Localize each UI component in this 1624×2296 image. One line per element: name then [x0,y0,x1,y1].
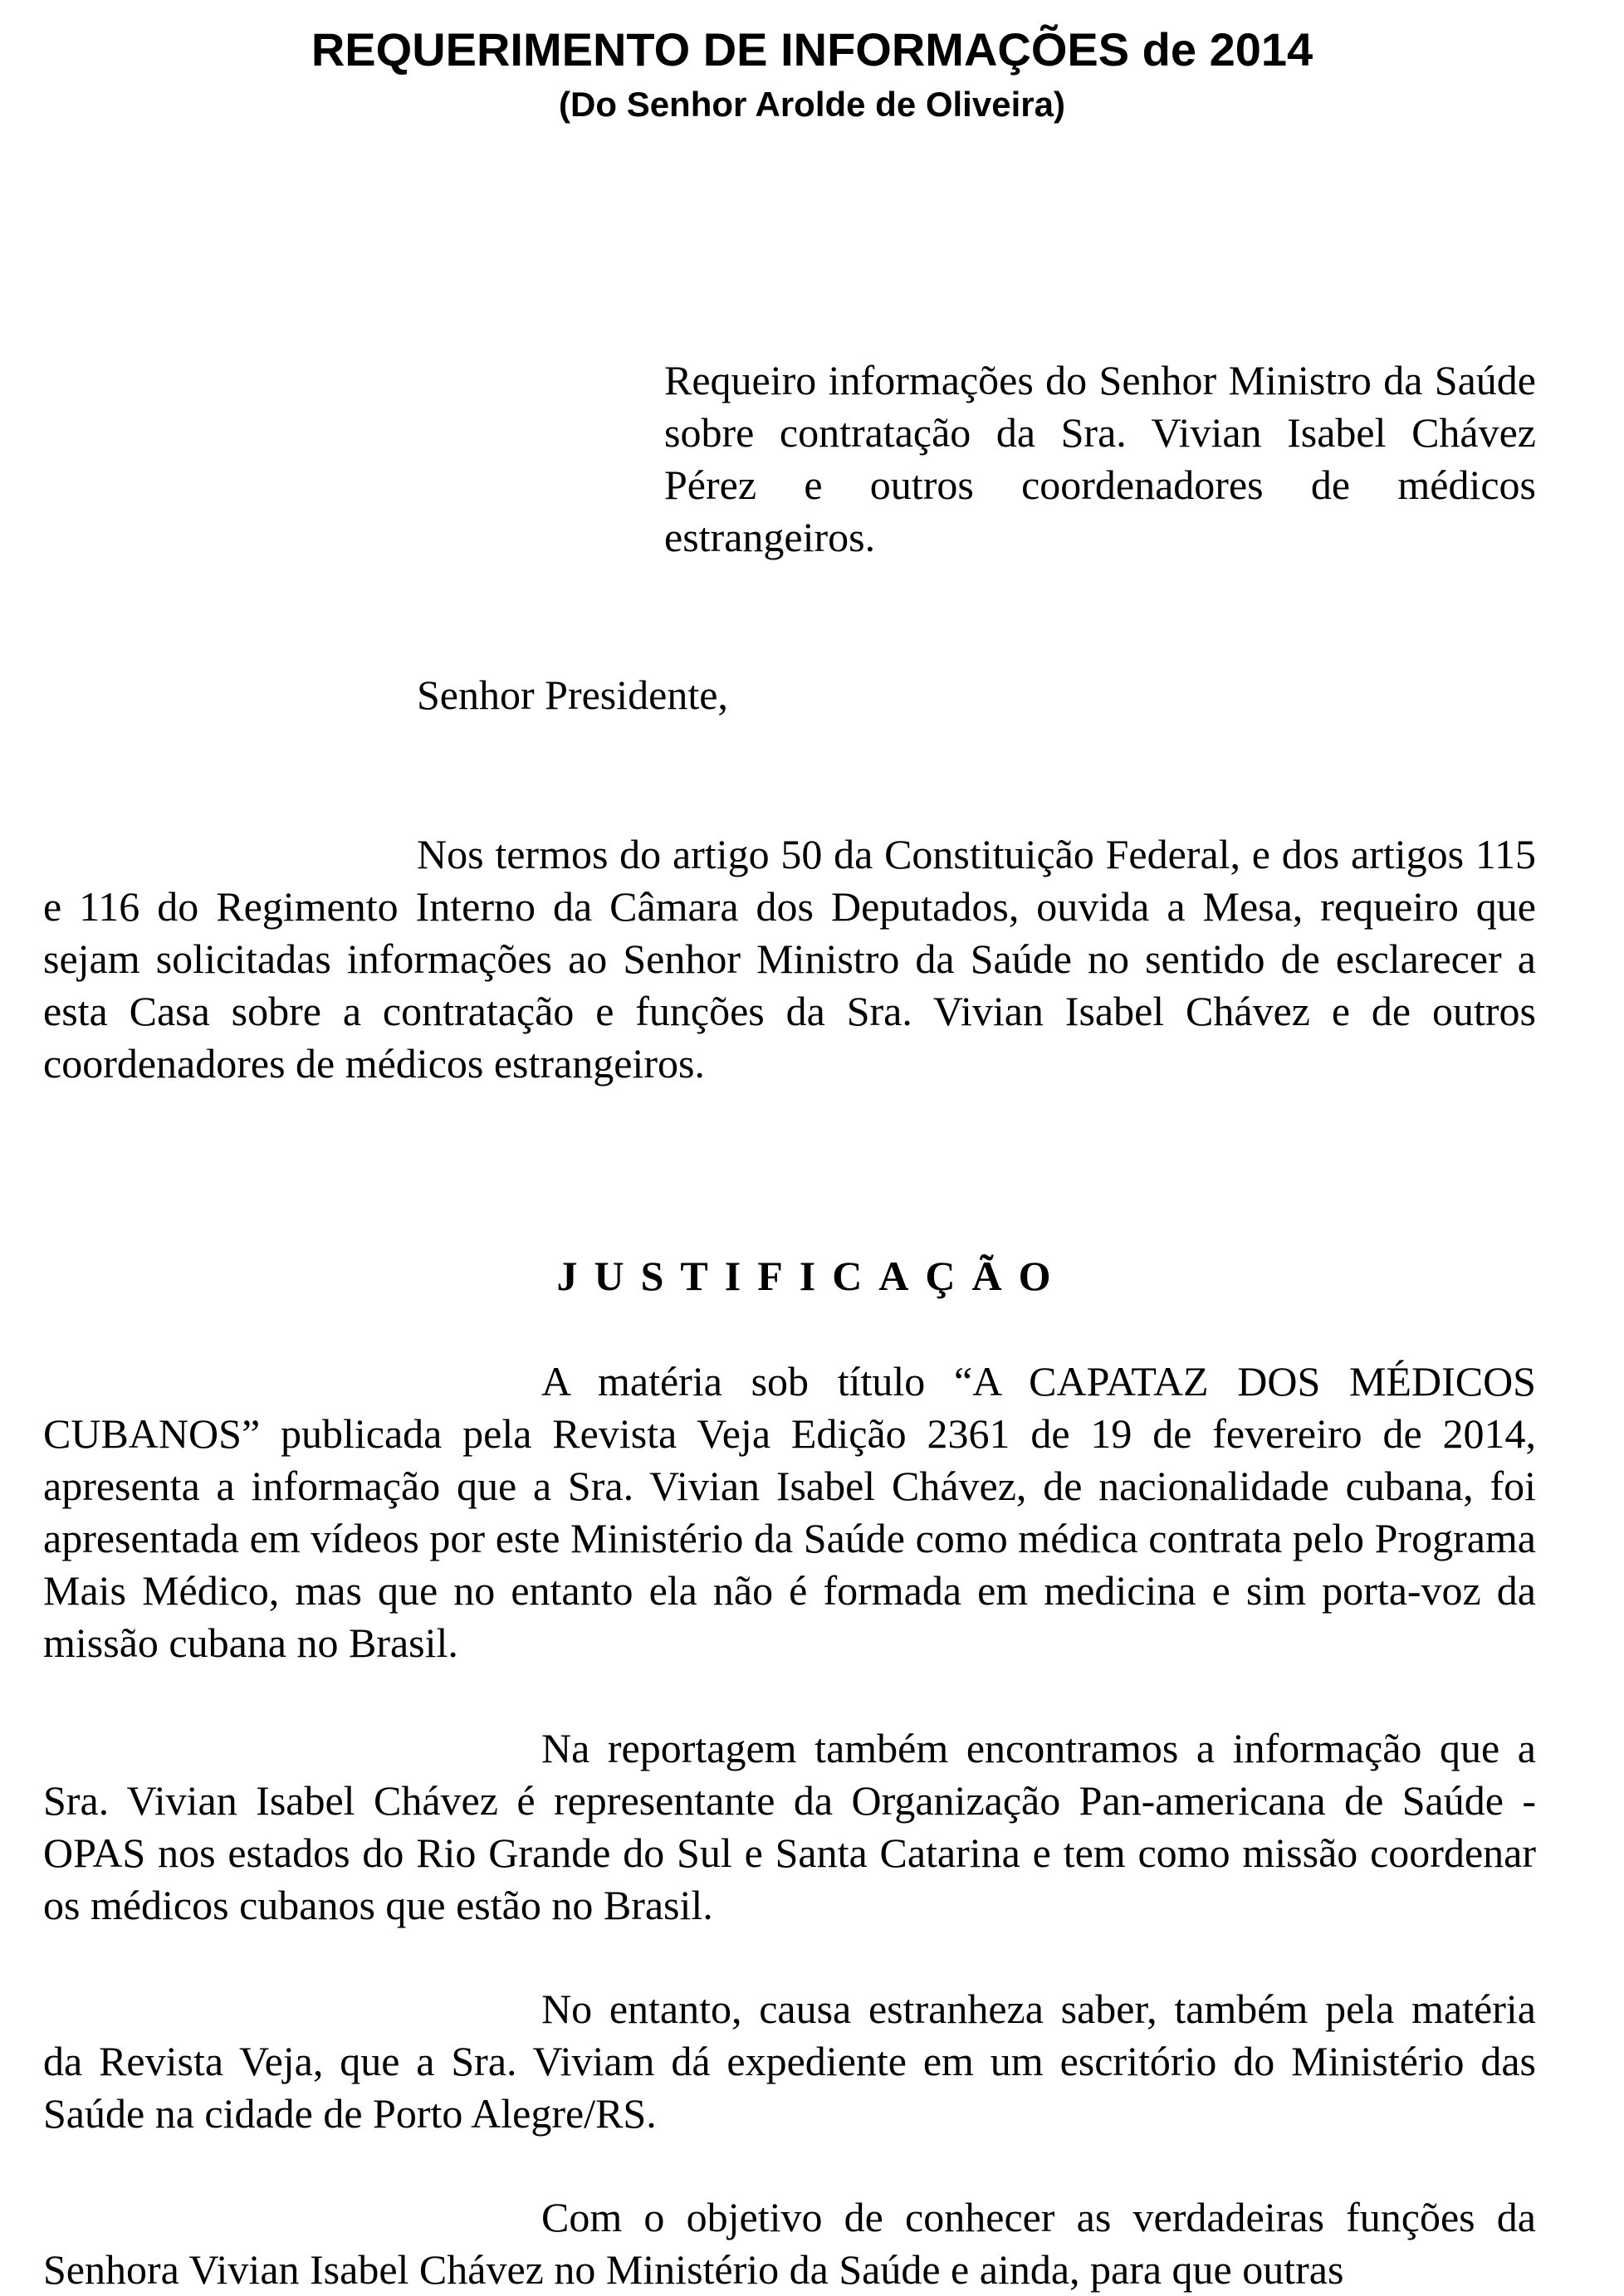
justification-paragraph: No entanto, causa estranheza saber, também pela matéria da Revista Veja, que a Sra. Viviam dá expediente em um escritório do Ministério das Saúde na cidade de Porto Alegre/RS. [43,1986,1536,2137]
ementa-summary: Requeiro informações do Senhor Ministro da Saúde sobre contratação da Sra. Vivian Isabel Chávez Pérez e outros coordenadores de médicos estrangeiros. [664,357,1536,560]
document-title: REQUERIMENTO DE INFORMAÇÕES de 2014 [311,23,1313,76]
request-paragraph: Nos termos do artigo 50 da Constituição Federal, e dos artigos 115 e 116 do Regimento Interno da Câmara dos Deputados, ouvida a Mesa, requeiro que sejam solicitadas informações ao Senhor Ministro da Saúde no sentido de esclarecer a esta Casa sobre a contratação e funções da Sra. Vivian Isabel Chávez e de outros coordenadores de médicos estrangeiros. [43,831,1536,1087]
salutation: Senhor Presidente, [417,672,728,718]
justification-paragraph: A matéria sob título “A CAPATAZ DOS MÉDICOS CUBANOS” publicada pela Revista Veja Edição 2361 de 19 de fevereiro de 2014, apresenta a informação que a Sra. Vivian Isabel Chávez, de nacionalidade cubana, foi apresentada em vídeos por este Ministério da Saúde como médica contrata pelo Programa Mais Médico, mas que no entanto ela não é formada em medicina e sim porta-voz da missão cubana no Brasil. [43,1358,1536,1666]
author-line: (Do Senhor Arolde de Oliveira) [559,85,1065,124]
justification-heading: JUSTIFICAÇÃO [556,1253,1068,1299]
justification-paragraph: Na reportagem também encontramos a informação que a Sra. Vivian Isabel Chávez é representante da Organização Pan-americana de Saúde - OPAS nos estados do Rio Grande do Sul e Santa Catarina e tem como missão coordenar os médicos cubanos que estão no Brasil. [43,1725,1536,1928]
justification-paragraph: Com o objetivo de conhecer as verdadeiras funções da Senhora Vivian Isabel Chávez no Ministério da Saúde e ainda, para que outras [43,2194,1536,2293]
